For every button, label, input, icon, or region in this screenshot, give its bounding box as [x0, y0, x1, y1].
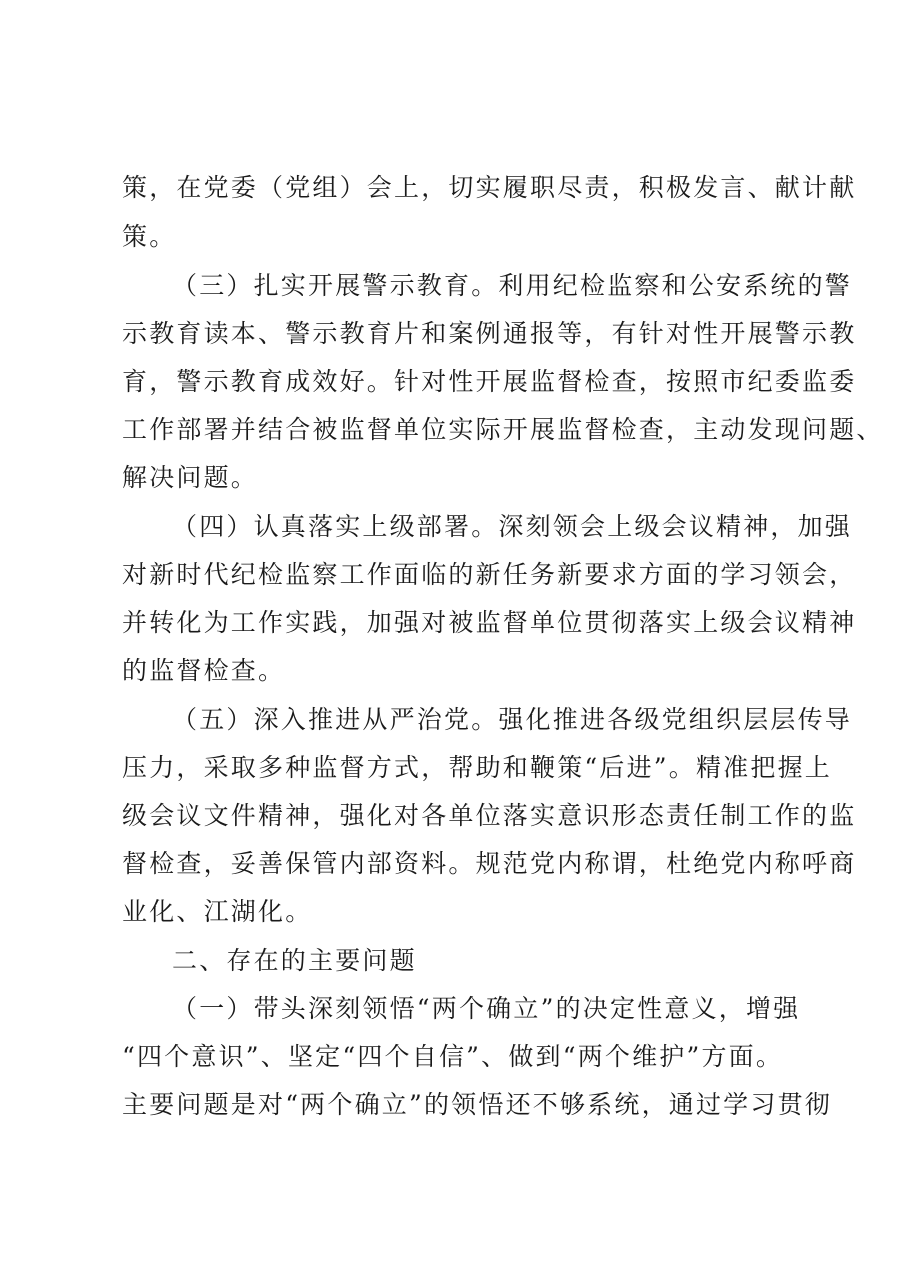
- text-line-10: 并转化为工作实践，加强对被监督单位贯彻落实上级会议精神: [122, 608, 857, 637]
- paragraph-five-heading: （五）深入推进从严治党。强化推进各级党组织层层传导: [172, 705, 853, 734]
- paragraph-four-heading: （四）认真落实上级部署。深刻领会上级会议精神，加强: [172, 512, 853, 541]
- text-line-4: 示教育读本、警示教育片和案例通报等，有针对性开展警示教: [122, 319, 857, 348]
- text-line-1: 策，在党委（党组）会上，切实履职尽责，积极发言、献计献: [122, 173, 857, 202]
- text-line-7: 解决问题。: [122, 463, 259, 492]
- text-line-14: 级会议文件精神，强化对各单位落实意识形态责任制工作的监: [122, 801, 857, 830]
- text-line-9: 对新时代纪检监察工作面临的新任务新要求方面的学习领会，: [122, 560, 857, 589]
- text-line-20: 主要问题是对“两个确立”的领悟还不够系统，通过学习贯彻: [122, 1090, 832, 1119]
- paragraph-three-heading: （三）扎实开展警示教育。利用纪检监察和公安系统的警: [172, 271, 853, 300]
- text-line-15: 督检查，妥善保管内部资料。规范党内称谓，杜绝党内称呼商: [122, 849, 857, 878]
- problem-one-heading: （一）带头深刻领悟“两个确立”的决定性意义，增强: [172, 994, 801, 1023]
- section-two-heading: 二、存在的主要问题: [172, 946, 417, 975]
- text-line-13: 压力，采取多种监督方式，帮助和鞭策“后进”。精准把握上: [122, 753, 832, 782]
- text-line-2: 策。: [122, 222, 177, 251]
- text-line-5: 育，警示教育成效好。针对性开展监督检查，按照市纪委监委: [122, 367, 857, 396]
- text-line-19: “四个意识”、坚定“四个自信”、做到“两个维护”方面。: [122, 1042, 784, 1071]
- text-line-16: 业化、江湖化。: [122, 897, 313, 926]
- text-line-11: 的监督检查。: [122, 656, 286, 685]
- text-line-6: 工作部署并结合被监督单位实际开展监督检查，主动发现问题、: [122, 415, 884, 444]
